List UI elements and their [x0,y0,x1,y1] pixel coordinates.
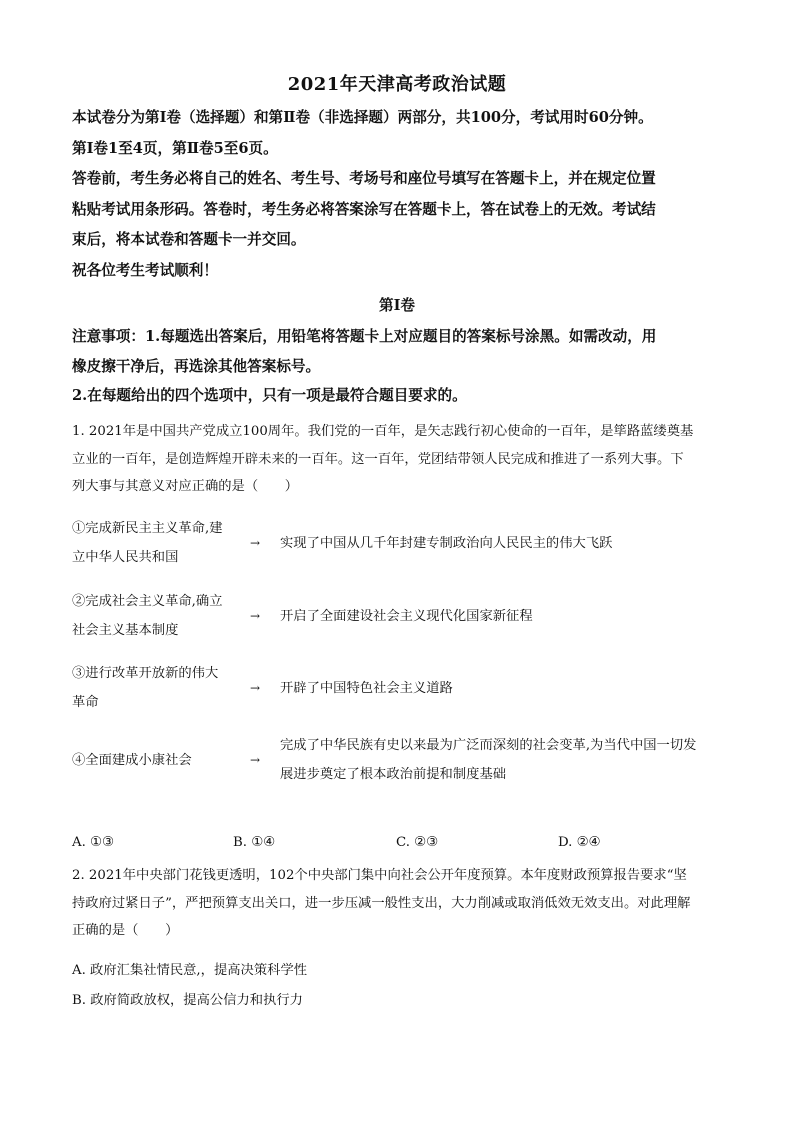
question-line: 立业的一百年，是创造辉煌开辟未来的一百年。这一百年，党团结带领人民完成和推进了一系列大事。下 [72,451,684,467]
event-text: 立中华人民共和国 [72,550,179,565]
meaning-text: 开启了全面建设社会主义现代化国家新征程 [280,609,533,624]
instruction-line: 束后，将本试卷和答题卡一并交回。 [72,231,306,248]
meaning-cell [280,602,724,631]
instruction-line: 答卷前，考生务必将自己的姓名、考生号、考场号和座位号填写在答题卡上，并在规定位置 [72,170,656,187]
instruction-line: 粘贴考试用条形码。答卷时，考生务必将答案涂写在答题卡上，答在试卷上的无效。考试结 [72,200,656,218]
event-text: ④全面建成小康社会 [72,753,192,768]
option-c[interactable]: C. ②③ [396,835,438,850]
arrow-icon: → [250,609,261,623]
option-d[interactable]: D. ②④ [558,835,601,850]
exam-instructions [72,103,722,286]
arrow-icon: → [250,681,261,695]
section-title: 第Ⅰ卷 [378,297,415,314]
event-text: 社会主义基本制度 [72,623,179,638]
question-2-stem [72,862,722,945]
meaning-text: 开辟了中国特色社会主义道路 [280,681,453,696]
meaning-text: 实现了中国从几千年封建专制政治向人民民主的伟大飞跃 [280,536,613,551]
question-1-stem [72,418,722,501]
attention-notes [72,322,722,411]
note-line: 注意事项：1.每题选出答案后，用铅笔将答题卡上对应题目的答案标号涂黑。如需改动，用 [72,328,657,345]
meaning-text: 完成了中华民族有史以来最为广泛而深刻的社会变革,为当代中国一切发 [280,738,697,753]
question-2-options [72,956,722,1016]
event-text: ①完成新民主主义革命,建 [72,521,223,536]
question-line: 列大事与其意义对应正确的是（ ） [72,479,299,494]
event-cell [72,746,242,775]
question-line: 1. 2021年是中国共产党成立100周年。我们党的一百年，是矢志践行初心使命的一百年，是筚路蓝缕奠基 [72,424,694,439]
event-cell [72,587,242,645]
event-text: ②完成社会主义革命,确立 [72,594,223,609]
instruction-line: 祝各位考生考试顺利！ [72,261,218,279]
event-cell [72,514,242,572]
event-cell [72,659,242,717]
question-line: 2. 2021年中央部门花钱更透明，102个中央部门集中向社会公开年度预算。本年度财政预算报告要求“坚 [72,868,687,883]
arrow-icon: → [250,753,261,767]
page-title: 2021年天津高考政治试题 [287,74,507,95]
arrow-icon: → [250,536,261,550]
option-b[interactable]: B. ①④ [233,835,276,850]
option-b[interactable]: B. 政府简政放权，提高公信力和执行力 [72,993,303,1008]
note-line: 橡皮擦干净后，再选涂其他答案标号。 [72,357,321,375]
meaning-cell [280,731,724,789]
event-text: 革命 [72,695,99,710]
instruction-line: 第Ⅰ卷1至4页，第Ⅱ卷5至6页。 [72,139,278,157]
meaning-cell [280,529,724,558]
option-a[interactable]: A. 政府汇集社情民意,，提高决策科学性 [72,963,308,978]
meaning-text: 展进步奠定了根本政治前提和制度基础 [280,767,507,782]
meaning-cell [280,674,724,703]
option-a[interactable]: A. ①③ [72,835,114,850]
event-text: ③进行改革开放新的伟大 [72,666,219,681]
question-line: 持政府过紧日子”，严把预算支出关口，进一步压减一般性支出，大力削减或取消低效无效支出。对此理解 [72,895,691,911]
instruction-line: 本试卷分为第Ⅰ卷（选择题）和第Ⅱ卷（非选择题）两部分，共100分，考试用时60分钟。 [72,109,653,126]
note-line: 2.在每题给出的四个选项中，只有一项是最符合题目要求的。 [72,387,467,404]
question-line: 正确的是（ ） [72,923,179,938]
